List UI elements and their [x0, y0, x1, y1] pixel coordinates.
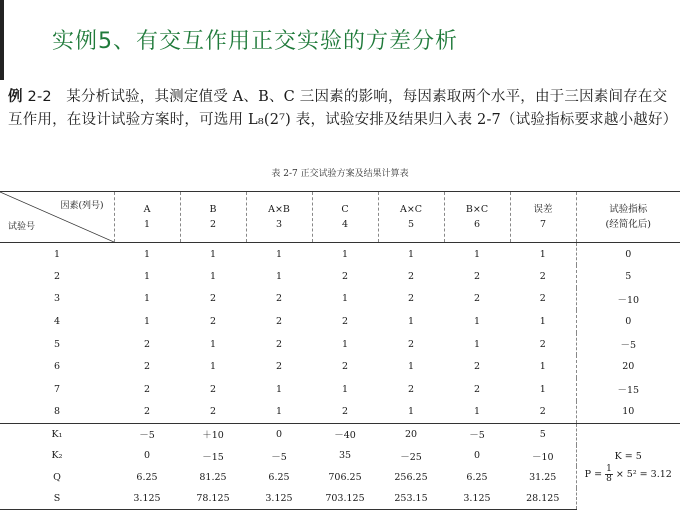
- stat-value-cell: 35: [338, 450, 352, 461]
- result-cell: －5: [620, 340, 637, 352]
- level-cell: 1: [473, 316, 481, 328]
- col-header-axb: [246, 192, 312, 243]
- level-cell: 1: [341, 338, 349, 350]
- level-cell: 1: [275, 406, 283, 418]
- result-cell: 5: [625, 270, 632, 282]
- level-cell: 2: [341, 361, 349, 373]
- stat-value-cell: 81.25: [199, 471, 227, 483]
- col-header-a: [114, 192, 180, 243]
- col-header-bxc: [444, 192, 510, 243]
- col-header-axc: [378, 192, 444, 243]
- col-header-c: [312, 192, 378, 243]
- stat-value-cell: 6.25: [466, 471, 488, 483]
- level-cell: 1: [275, 248, 283, 260]
- level-cell: 2: [473, 293, 481, 305]
- level-cell: 2: [407, 270, 415, 282]
- col-name: A×C: [399, 204, 423, 215]
- level-cell: 1: [143, 316, 151, 328]
- fraction-denominator: 8: [606, 474, 612, 484]
- run-number-cell: 7: [53, 383, 61, 395]
- col-header-b: [180, 192, 246, 243]
- table-row: [0, 333, 680, 356]
- level-cell: 1: [275, 270, 283, 282]
- col-header-result: [576, 192, 680, 243]
- level-cell: 1: [510, 243, 576, 266]
- level-cell: 1: [275, 383, 283, 395]
- stat-value-cell: ＋10: [180, 423, 246, 445]
- col-number: 7: [539, 219, 547, 230]
- level-cell: 2: [209, 383, 217, 395]
- run-number-cell: 3: [53, 293, 61, 305]
- level-cell: 2: [341, 316, 349, 328]
- table-row: [0, 378, 680, 401]
- corner-cell: [0, 192, 114, 243]
- fraction-numerator: 1: [606, 464, 612, 474]
- level-cell: 2: [473, 383, 481, 395]
- level-cell: 2: [275, 293, 283, 305]
- example-text: 某分析试验，其测定值受 A、B、C 三因素的影响，每因素取两个水平，由于三因素间存在交互作用，在设计试验方案时，可选用 L₈(2⁷) 表，试验安排及结果归入表 2-7（试验指标要求越小越好）: [8, 89, 678, 128]
- stat-value-cell: 256.25: [394, 471, 428, 483]
- title-bar: [0, 0, 680, 80]
- table-row: [0, 355, 680, 378]
- stat-value-cell: 5: [510, 423, 576, 445]
- k-total: K = 5: [614, 451, 642, 462]
- col-number: 6: [473, 219, 481, 230]
- level-cell: 2: [143, 361, 151, 373]
- stat-value-cell: 78.125: [180, 488, 246, 510]
- level-cell: 2: [407, 293, 415, 305]
- level-cell: 1: [209, 361, 217, 373]
- level-cell: 2: [510, 333, 576, 356]
- run-number-cell: 5: [53, 338, 61, 350]
- col-number: 5: [407, 219, 415, 230]
- stat-value-cell: 253.15: [378, 488, 444, 510]
- level-cell: 2: [143, 383, 151, 395]
- p-suffix: × 5² = 3.12: [612, 469, 672, 480]
- result-cell: 0: [625, 248, 632, 260]
- col-name: 误差: [533, 204, 553, 215]
- result-cell: －10: [617, 294, 640, 306]
- level-cell: 1: [473, 406, 481, 418]
- stat-value-cell: 0: [473, 450, 481, 461]
- level-cell: 1: [209, 248, 217, 260]
- stat-value-cell: 20: [378, 423, 444, 445]
- level-cell: 2: [510, 265, 576, 288]
- col-name: B×C: [465, 204, 489, 215]
- corner-top-label: 因素(列号): [60, 201, 104, 211]
- stat-value-cell: 6.25: [136, 471, 158, 483]
- stat-value-cell: 0: [246, 423, 312, 445]
- level-cell: 2: [275, 316, 283, 328]
- level-cell: 2: [209, 316, 217, 328]
- level-cell: 2: [510, 288, 576, 311]
- level-cell: 2: [275, 338, 283, 350]
- run-rows: [0, 243, 680, 424]
- col-name: 试验指标: [609, 204, 648, 215]
- example-paragraph: [8, 86, 678, 132]
- level-cell: 1: [143, 248, 151, 260]
- table-row: [0, 265, 680, 288]
- level-cell: 1: [510, 310, 576, 333]
- stat-value-cell: －10: [510, 445, 576, 467]
- orthogonal-design-table: [0, 191, 680, 510]
- corner-bottom-label: 试验号: [8, 222, 36, 232]
- title-accent-bar: [0, 0, 4, 80]
- stat-value-cell: 31.25: [510, 466, 576, 488]
- level-cell: 2: [275, 361, 283, 373]
- level-cell: 1: [143, 293, 151, 305]
- run-number-cell: 1: [53, 248, 61, 260]
- level-cell: 1: [209, 270, 217, 282]
- stat-value-cell: 703.125: [312, 488, 378, 510]
- level-cell: 1: [341, 293, 349, 305]
- level-cell: 2: [407, 383, 415, 395]
- level-cell: 2: [407, 338, 415, 350]
- table-row: [0, 243, 680, 266]
- col-name: C: [341, 204, 349, 215]
- run-number-cell: 8: [53, 406, 61, 418]
- stat-rows: [0, 423, 680, 509]
- level-cell: 1: [510, 355, 576, 378]
- summary-cell: [576, 423, 680, 509]
- level-cell: 1: [510, 378, 576, 401]
- stat-value-cell: －5: [444, 423, 510, 445]
- slide-title: 实例5、有交互作用正交实验的方差分析: [52, 29, 458, 54]
- result-cell: 0: [625, 316, 632, 328]
- level-cell: 2: [510, 401, 576, 424]
- col-name: B: [209, 204, 217, 215]
- stat-value-cell: －5: [114, 423, 180, 445]
- col-number: (经简化后): [605, 219, 651, 230]
- level-cell: 1: [407, 248, 415, 260]
- level-cell: 1: [473, 248, 481, 260]
- level-cell: 1: [473, 338, 481, 350]
- stat-value-cell: 3.125: [246, 488, 312, 510]
- col-number: 3: [275, 219, 283, 230]
- example-label: 例: [8, 89, 23, 105]
- level-cell: 1: [407, 316, 415, 328]
- result-cell: 10: [622, 406, 635, 418]
- table-row: [0, 288, 680, 311]
- result-cell: －15: [617, 385, 640, 397]
- col-name: A×B: [268, 204, 290, 215]
- p-formula: [577, 465, 680, 484]
- example-number: 2-2: [27, 89, 52, 105]
- p-prefix: P =: [584, 469, 606, 480]
- table-caption: 表 2-7 正交试验方案及结果计算表: [271, 169, 409, 179]
- level-cell: 2: [143, 406, 151, 418]
- run-number-cell: 2: [53, 270, 61, 282]
- level-cell: 2: [209, 293, 217, 305]
- stat-label-cell: K₂: [51, 450, 63, 461]
- level-cell: 2: [341, 406, 349, 418]
- level-cell: 2: [341, 270, 349, 282]
- stat-value-cell: 6.25: [268, 471, 290, 483]
- header-row: [0, 192, 680, 243]
- stat-value-cell: 3.125: [114, 488, 180, 510]
- stat-value-cell: 0: [143, 450, 151, 461]
- level-cell: 2: [209, 406, 217, 418]
- col-number: 4: [341, 219, 349, 230]
- fraction: [605, 465, 613, 484]
- stat-value-cell: －5: [271, 451, 287, 463]
- level-cell: 1: [341, 248, 349, 260]
- level-cell: 1: [143, 270, 151, 282]
- table-row: [0, 310, 680, 333]
- stat-value-cell: －15: [202, 451, 224, 463]
- level-cell: 2: [473, 361, 481, 373]
- stat-value-cell: －25: [400, 451, 422, 463]
- level-cell: 1: [407, 361, 415, 373]
- level-cell: 1: [407, 406, 415, 418]
- col-number: 2: [209, 219, 217, 230]
- stat-label-cell: K₁: [0, 423, 114, 445]
- level-cell: 2: [143, 338, 151, 350]
- level-cell: 1: [341, 383, 349, 395]
- run-number-cell: 6: [53, 361, 61, 373]
- col-number: 1: [143, 219, 151, 230]
- stat-row: [0, 423, 680, 445]
- level-cell: 2: [473, 270, 481, 282]
- stat-value-cell: －40: [312, 423, 378, 445]
- result-cell: 20: [622, 361, 635, 373]
- col-name: A: [143, 204, 151, 215]
- stat-label-cell: Q: [53, 471, 61, 483]
- stat-value-cell: 28.125: [510, 488, 576, 510]
- stat-label-cell: S: [0, 488, 114, 510]
- table-row: [0, 401, 680, 424]
- run-number-cell: 4: [53, 316, 61, 328]
- stat-value-cell: 3.125: [444, 488, 510, 510]
- level-cell: 1: [209, 338, 217, 350]
- stat-value-cell: 706.25: [328, 471, 362, 483]
- col-header-error: [510, 192, 576, 243]
